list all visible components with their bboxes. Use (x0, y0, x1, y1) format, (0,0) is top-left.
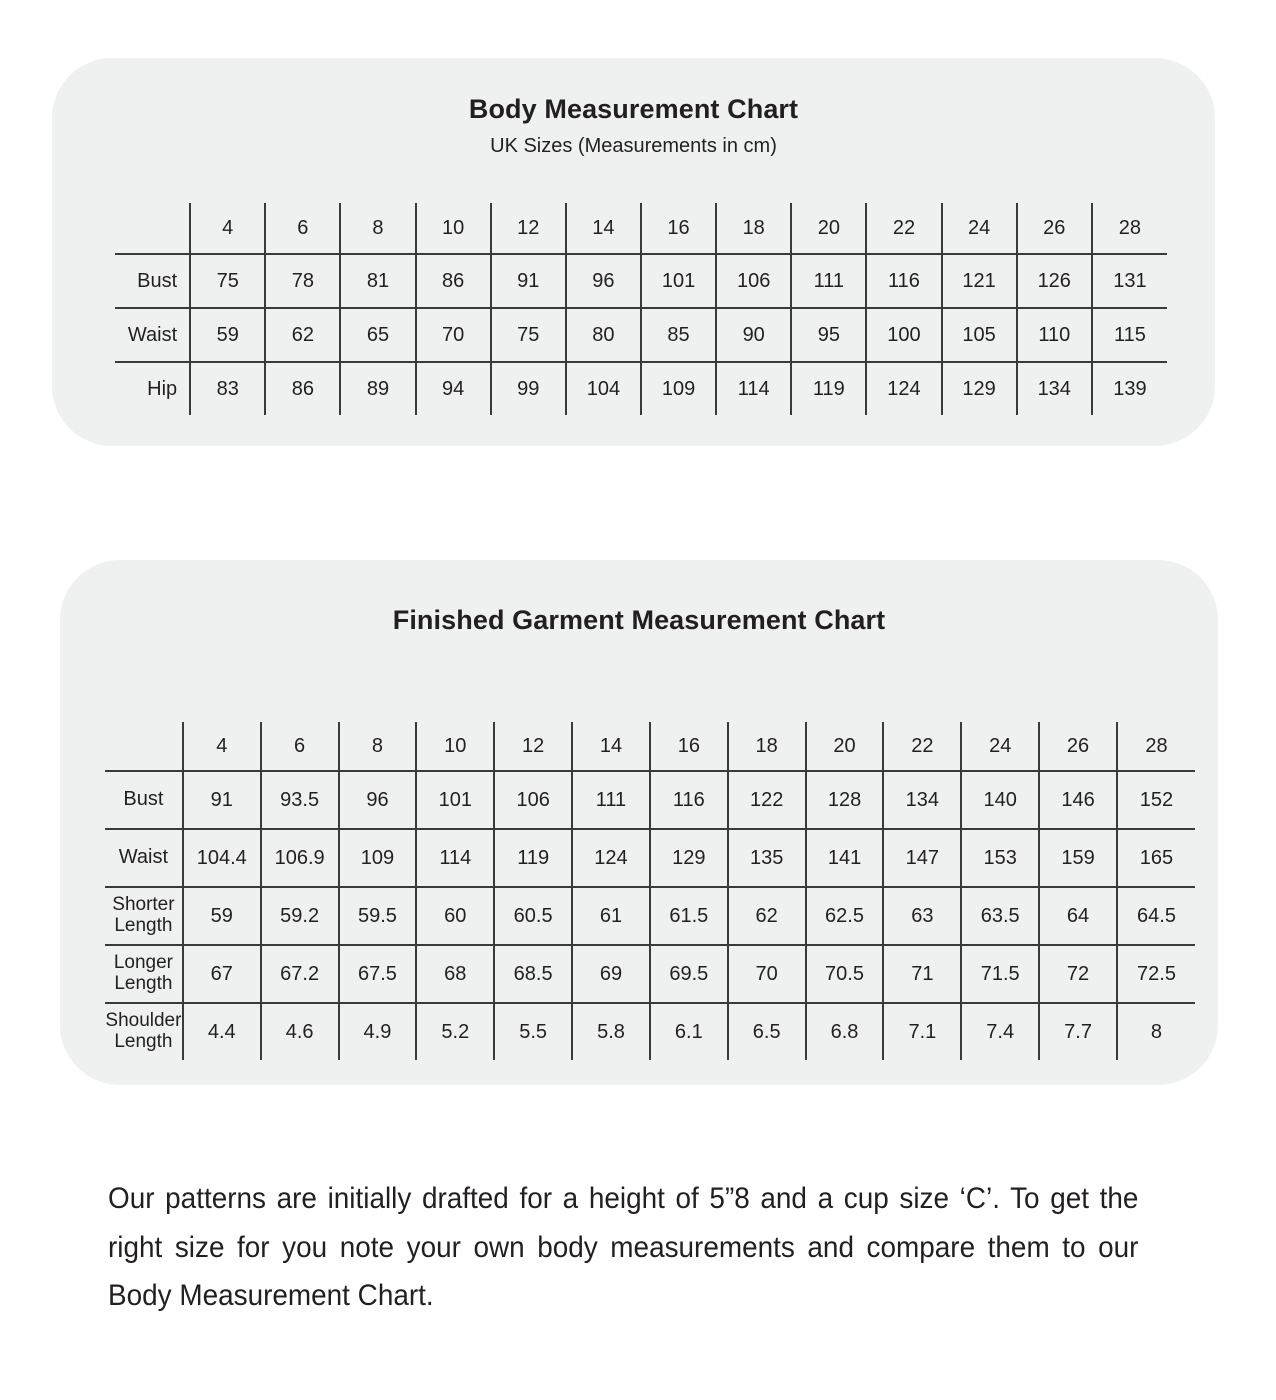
measurement-cell: 124 (572, 829, 650, 887)
row-label-line: Shoulder (105, 1010, 182, 1032)
measurement-cell: 159 (1039, 829, 1117, 887)
body-chart-title: Body Measurement Chart (468, 94, 799, 124)
table-row (105, 887, 1195, 945)
measurement-cell: 8 (1117, 1003, 1195, 1060)
measurement-cell: 60 (416, 887, 494, 945)
measurement-cell: 153 (961, 829, 1039, 887)
measurement-cell: 62.5 (806, 887, 884, 945)
size-column-header: 10 (416, 722, 494, 771)
body-measurement-table (115, 203, 1167, 415)
table-corner-cell (105, 722, 183, 771)
measurement-cell: 89 (340, 362, 415, 415)
measurement-cell: 7.4 (961, 1003, 1039, 1060)
measurement-cell: 124 (866, 362, 941, 415)
measurement-cell: 61.5 (650, 887, 728, 945)
measurement-cell: 75 (190, 254, 265, 308)
size-column-header: 4 (190, 203, 265, 254)
size-column-header: 18 (728, 722, 806, 771)
measurement-cell: 93.5 (261, 771, 339, 829)
measurement-cell: 122 (728, 771, 806, 829)
size-column-header: 12 (491, 203, 566, 254)
sizing-note-paragraph: Our patterns are initially drafted for a height of 5”8 and a cup size ‘C’. To get the right size for you note your own body measurements and compare them to our Body Measurement Chart. (108, 1182, 1139, 1313)
size-column-header: 8 (340, 203, 415, 254)
body-table-header (115, 203, 1167, 254)
size-column-header: 26 (1017, 203, 1092, 254)
measurement-cell: 91 (183, 771, 261, 829)
measurement-cell: 64.5 (1117, 887, 1195, 945)
measurement-cell: 101 (416, 771, 494, 829)
measurement-cell: 80 (566, 308, 641, 362)
table-row (105, 771, 1195, 829)
garment-table-header (105, 722, 1195, 771)
measurement-cell: 70.5 (806, 945, 884, 1003)
measurement-cell: 129 (650, 829, 728, 887)
measurement-cell: 5.5 (494, 1003, 572, 1060)
measurement-cell: 71 (883, 945, 961, 1003)
measurement-cell: 6.8 (806, 1003, 884, 1060)
measurement-cell: 62 (728, 887, 806, 945)
measurement-cell: 94 (416, 362, 491, 415)
measurement-cell: 59.2 (261, 887, 339, 945)
row-label: Waist (115, 308, 190, 362)
measurement-cell: 7.1 (883, 1003, 961, 1060)
table-header-row (115, 203, 1167, 254)
table-row (115, 362, 1167, 415)
measurement-cell: 59.5 (339, 887, 417, 945)
size-column-header: 20 (806, 722, 884, 771)
measurement-cell: 147 (883, 829, 961, 887)
measurement-cell: 86 (265, 362, 340, 415)
measurement-cell: 128 (806, 771, 884, 829)
table-row (105, 945, 1195, 1003)
size-column-header: 14 (566, 203, 641, 254)
measurement-cell: 141 (806, 829, 884, 887)
size-column-header: 16 (650, 722, 728, 771)
measurement-cell: 71.5 (961, 945, 1039, 1003)
measurement-cell: 165 (1117, 829, 1195, 887)
measurement-cell: 6.1 (650, 1003, 728, 1060)
measurement-cell: 96 (339, 771, 417, 829)
measurement-cell: 99 (491, 362, 566, 415)
measurement-cell: 85 (641, 308, 716, 362)
measurement-cell: 4.4 (183, 1003, 261, 1060)
size-column-header: 10 (416, 203, 491, 254)
measurement-cell: 4.9 (339, 1003, 417, 1060)
row-label-line: Length (114, 1031, 173, 1052)
table-header-row (105, 722, 1195, 771)
row-label (105, 945, 183, 1003)
size-column-header: 6 (261, 722, 339, 771)
measurement-cell: 140 (961, 771, 1039, 829)
measurement-cell: 70 (416, 308, 491, 362)
measurement-cell: 67.5 (339, 945, 417, 1003)
body-table-body (115, 254, 1167, 415)
measurement-cell: 100 (866, 308, 941, 362)
measurement-cell: 116 (866, 254, 941, 308)
row-label (105, 1003, 183, 1060)
size-column-header: 20 (791, 203, 866, 254)
row-label-line: Longer (113, 952, 173, 974)
body-chart-subtitle: UK Sizes (Measurements in cm) (490, 135, 777, 157)
size-column-header: 18 (716, 203, 791, 254)
measurement-cell: 119 (494, 829, 572, 887)
measurement-cell: 135 (728, 829, 806, 887)
table-corner-cell (115, 203, 190, 254)
measurement-cell: 134 (1017, 362, 1092, 415)
row-label-line: Length (114, 973, 173, 994)
measurement-cell: 116 (650, 771, 728, 829)
size-column-header: 28 (1092, 203, 1167, 254)
row-label: Bust (115, 254, 190, 308)
measurement-cell: 86 (416, 254, 491, 308)
measurement-cell: 105 (942, 308, 1017, 362)
measurement-cell: 5.2 (416, 1003, 494, 1060)
table-row (115, 308, 1167, 362)
size-column-header: 16 (641, 203, 716, 254)
row-label: Hip (115, 362, 190, 415)
size-column-header: 24 (942, 203, 1017, 254)
measurement-cell: 69 (572, 945, 650, 1003)
measurement-cell: 63.5 (961, 887, 1039, 945)
measurement-cell: 114 (416, 829, 494, 887)
measurement-cell: 68 (416, 945, 494, 1003)
table-row (105, 829, 1195, 887)
measurement-cell: 91 (491, 254, 566, 308)
measurement-cell: 59 (190, 308, 265, 362)
measurement-cell: 139 (1092, 362, 1167, 415)
measurement-cell: 119 (791, 362, 866, 415)
measurement-cell: 95 (791, 308, 866, 362)
size-column-header: 28 (1117, 722, 1195, 771)
measurement-cell: 4.6 (261, 1003, 339, 1060)
measurement-cell: 131 (1092, 254, 1167, 308)
garment-measurement-table (105, 722, 1195, 1060)
measurement-cell: 101 (641, 254, 716, 308)
measurement-cell: 63 (883, 887, 961, 945)
size-column-header: 24 (961, 722, 1039, 771)
row-label: Bust (105, 771, 183, 829)
measurement-cell: 78 (265, 254, 340, 308)
row-label (105, 887, 183, 945)
row-label: Waist (105, 829, 183, 887)
measurement-cell: 106 (716, 254, 791, 308)
measurement-cell: 69.5 (650, 945, 728, 1003)
measurement-cell: 106.9 (261, 829, 339, 887)
measurement-cell: 152 (1117, 771, 1195, 829)
measurement-cell: 114 (716, 362, 791, 415)
measurement-cell: 104.4 (183, 829, 261, 887)
measurement-cell: 134 (883, 771, 961, 829)
measurement-cell: 90 (716, 308, 791, 362)
size-column-header: 12 (494, 722, 572, 771)
size-column-header: 4 (183, 722, 261, 771)
measurement-cell: 67 (183, 945, 261, 1003)
measurement-cell: 106 (494, 771, 572, 829)
measurement-cell: 83 (190, 362, 265, 415)
measurement-cell: 62 (265, 308, 340, 362)
measurement-cell: 115 (1092, 308, 1167, 362)
table-row (115, 254, 1167, 308)
measurement-cell: 146 (1039, 771, 1117, 829)
measurement-cell: 6.5 (728, 1003, 806, 1060)
measurement-cell: 64 (1039, 887, 1117, 945)
measurement-cell: 70 (728, 945, 806, 1003)
measurement-cell: 59 (183, 887, 261, 945)
measurement-cell: 60.5 (494, 887, 572, 945)
measurement-cell: 126 (1017, 254, 1092, 308)
measurement-cell: 61 (572, 887, 650, 945)
garment-table-body (105, 771, 1195, 1060)
measurement-cell: 121 (942, 254, 1017, 308)
measurement-cell: 72.5 (1117, 945, 1195, 1003)
measurement-cell: 104 (566, 362, 641, 415)
measurement-cell: 111 (572, 771, 650, 829)
measurement-cell: 129 (942, 362, 1017, 415)
size-column-header: 22 (866, 203, 941, 254)
size-column-header: 26 (1039, 722, 1117, 771)
measurement-cell: 72 (1039, 945, 1117, 1003)
measurement-cell: 67.2 (261, 945, 339, 1003)
size-column-header: 8 (339, 722, 417, 771)
measurement-cell: 109 (641, 362, 716, 415)
garment-chart-title: Finished Garment Measurement Chart (392, 605, 886, 635)
measurement-cell: 111 (791, 254, 866, 308)
size-column-header: 6 (265, 203, 340, 254)
table-row (105, 1003, 1195, 1060)
size-column-header: 14 (572, 722, 650, 771)
measurement-cell: 68.5 (494, 945, 572, 1003)
measurement-cell: 5.8 (572, 1003, 650, 1060)
row-label-line: Length (114, 915, 173, 936)
measurement-cell: 7.7 (1039, 1003, 1117, 1060)
measurement-cell: 109 (339, 829, 417, 887)
measurement-cell: 96 (566, 254, 641, 308)
row-label-line: Shorter (112, 894, 175, 916)
size-column-header: 22 (883, 722, 961, 771)
measurement-cell: 65 (340, 308, 415, 362)
measurement-cell: 75 (491, 308, 566, 362)
measurement-cell: 110 (1017, 308, 1092, 362)
measurement-cell: 81 (340, 254, 415, 308)
